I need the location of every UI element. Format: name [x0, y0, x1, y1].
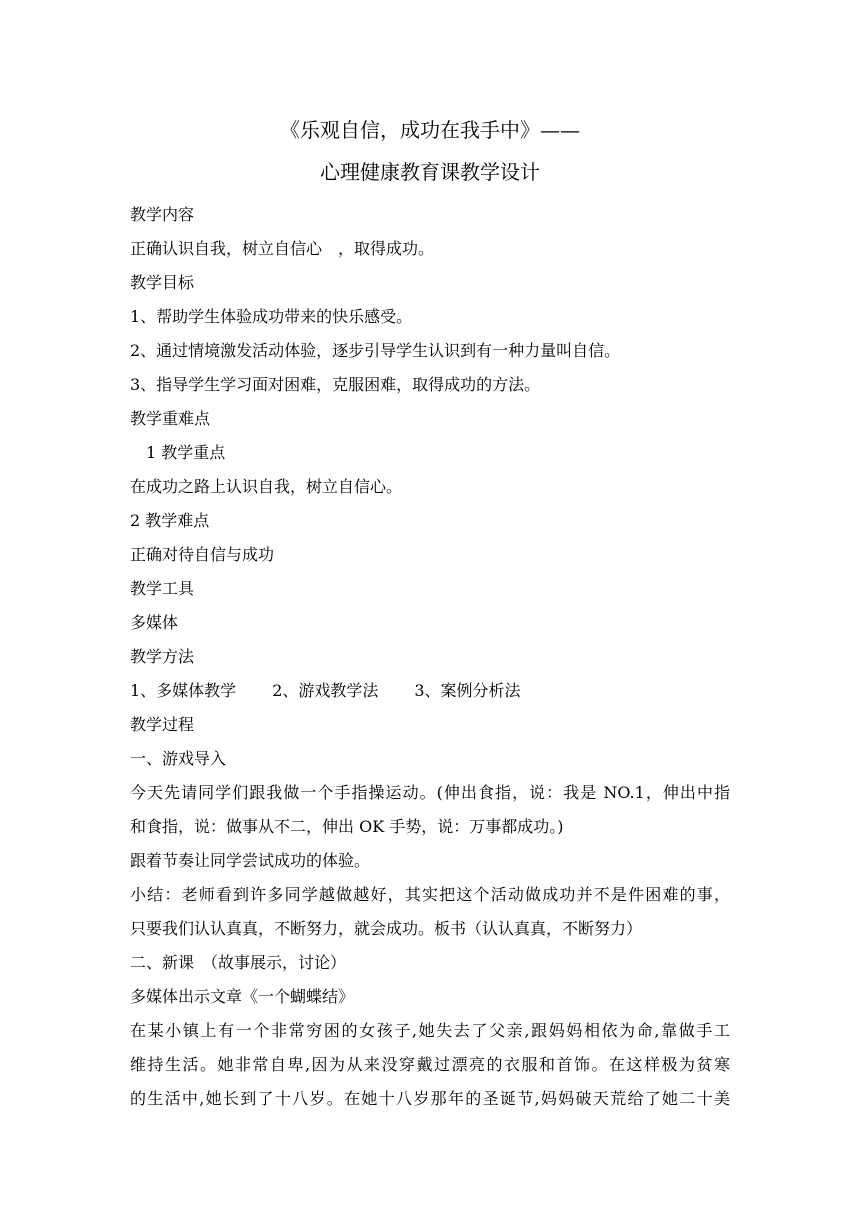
paragraph-line: 小结：老师看到许多同学越做越好，其实把这个活动做成功并不是件困难的事，	[130, 885, 730, 904]
story-line: 在某小镇上有一个非常穷困的女孩子,她失去了父亲,跟妈妈相依为命,靠做手工	[130, 1021, 730, 1040]
document-subtitle: 心理健康教育课教学设计	[320, 160, 540, 184]
document-body	[130, 198, 730, 1116]
paragraph-line: 只要我们认认真真，不断努力，就会成功。板书（认认真真，不断努力）	[130, 919, 643, 938]
document-title: 《乐观自信，成功在我手中》——	[280, 118, 580, 142]
section-heading-process: 教学过程	[130, 715, 195, 734]
paragraph-line: 今天先请同学们跟我做一个手指操运动。(伸出食指，说：我是 NO.1，伸出中指	[130, 783, 730, 802]
method-item: 2、游戏教学法	[272, 681, 379, 700]
goal-item: 3、指导学生学习面对困难，克服困难，取得成功的方法。	[130, 375, 541, 394]
section1-heading: 一、游戏导入	[130, 749, 227, 768]
story-intro: 多媒体出示文章《一个蝴蝶结》	[130, 987, 355, 1006]
section-heading-content: 教学内容	[130, 205, 195, 224]
story-line: 的生活中,她长到了十八岁。在她十八岁那年的圣诞节,妈妈破天荒给了她二十美	[130, 1089, 730, 1108]
goal-item: 2、通过情境激发活动体验，逐步引导学生认识到有一种力量叫自信。	[130, 341, 621, 360]
goal-item: 1、帮助学生体验成功带来的快乐感受。	[130, 307, 413, 326]
section-heading-goals: 教学目标	[130, 273, 195, 292]
content-text: 正确认识自我，树立自信心 ，取得成功。	[130, 239, 435, 258]
paragraph-line: 跟着节奏让同学尝试成功的体验。	[130, 851, 371, 870]
difficult-point-label: 2 教学难点	[130, 511, 210, 530]
method-item: 3、案例分析法	[414, 681, 521, 700]
section2-heading: 二、新课 （故事展示，讨论）	[130, 953, 347, 972]
paragraph-line: 和食指，说：做事从不二，伸出 OK 手势，说：万事都成功。)	[130, 817, 564, 836]
section-heading-tools: 教学工具	[130, 579, 195, 598]
key-point-label: 1 教学重点	[146, 443, 226, 462]
section-heading-key-points: 教学重难点	[130, 409, 211, 428]
method-item: 1、多媒体教学	[130, 681, 237, 700]
section-heading-methods: 教学方法	[130, 647, 195, 666]
difficult-point-text: 正确对待自信与成功	[130, 545, 275, 564]
story-line: 维持生活。她非常自卑,因为从来没穿戴过漂亮的衣服和首饰。在这样极为贫寒	[130, 1055, 730, 1074]
tools-text: 多媒体	[130, 613, 179, 632]
methods-line	[130, 674, 730, 708]
key-point-text: 在成功之路上认识自我，树立自信心。	[130, 477, 403, 496]
